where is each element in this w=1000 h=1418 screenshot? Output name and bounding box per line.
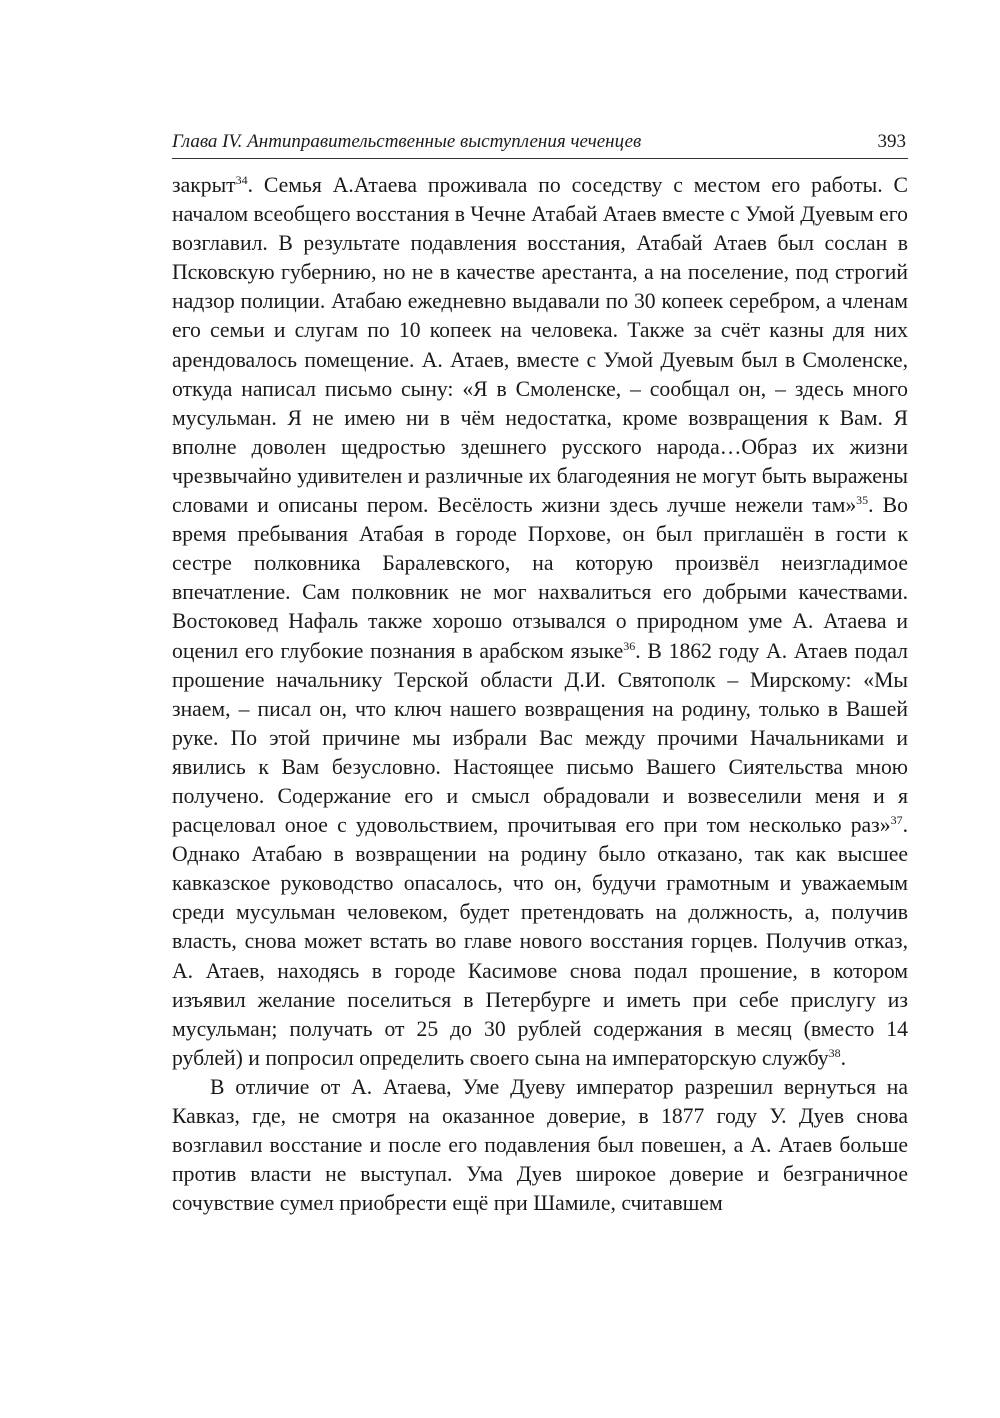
footnote-ref-37: 37	[890, 812, 903, 827]
text-span: закрыт	[172, 173, 236, 197]
text-span: . В 1862 году А. Атаев подал прошение начальнику Терской области Д.И. Святополк – Мирскому: «Мы знаем, – писал он, что ключ нашего возвращения на родину, только в Вашей руке. По этой причине мы избрали Вас между прочими Начальниками и явились к Вам безусловно. Настоящее письмо Вашего Сиятельства мною получено. Содержание его и смысл обрадовали и возвеселили меня и я расцеловал оное с удовольствием, прочитывая его при том несколько раз»	[172, 638, 908, 838]
text-span: .	[840, 1045, 847, 1070]
text-span: В отличие от А. Атаева, Уме Дуеву император разрешил вернуться на Кавказ, где, не смотря на оказанное доверие, в 1877 году У. Дуев снова возглавил восстание и после его подавления был повешен, а А. Атаев больше против власти не выступал. Ума Дуев широкое доверие и безграничное сочувствие сумел приобрести ещё при Шамиле, считавшем	[172, 1074, 908, 1216]
paragraph-2	[172, 1073, 908, 1218]
paragraph-1	[172, 171, 908, 1073]
footnote-ref-38: 38	[828, 1045, 841, 1060]
footnote-ref-36: 36	[623, 638, 636, 653]
text-span: . Во время пребывания Атабая в городе Порхове, он был приглашён в гости к сестре полковника Баралевского, на которую произвёл неизгладимое впечатление. Сам полковник не мог нахвалиться его добрыми качествами. Востоковед Нафаль также хорошо отзывался о природном уме А. Атаева и оценил его глубокие познания в арабском языке	[172, 493, 908, 663]
text-span: . Однако Атабаю в возвращении на родину было отказано, так как высшее кавказское руководство опасалось, что он, будучи грамотным и уважаемым среди мусульман человеком, будет претендовать на должность, а, получив власть, снова может встать во главе нового восстания горцев. Получив отказ, А. Атаев, находясь в городе Касимове снова подал прошение, в котором изъявил желание поселиться в Петербурге и иметь при себе прислугу из мусульман; получать от 25 до 30 рублей содержания в месяц (вместо 14 рублей) и попросил определить своего сына на императорскую службу	[172, 813, 908, 1070]
footnote-ref-35: 35	[856, 492, 869, 507]
running-header	[172, 130, 908, 159]
page-number: 393	[877, 131, 906, 152]
body-text	[172, 171, 908, 1218]
footnote-ref-34: 34	[235, 172, 248, 187]
running-title: Глава IV. Антиправительственные выступления чеченцев	[172, 131, 642, 152]
text-span: . Семья А.Атаева проживала по соседству с местом его работы. С началом всеобщего восстания в Чечне Атабай Атаев вместе с Умой Дуевым его возглавил. В результате подавления восстания, Атабай Атаев был сослан в Псковскую губернию, но не в качестве арестанта, а на поселение, под строгий надзор полиции. Атабаю ежедневно выдавали по 30 копеек серебром, а членам его семьи и слугам по 10 копеек на человека. Также за счёт казны для них арендовалось помещение. А. Атаев, вместе с Умой Дуевым был в Смоленске, откуда написал письмо сыну: «Я в Смоленске, – сообщал он, – здесь много мусульман. Я не имею ни в чём недостатка, кроме возвращения к Вам. Я вполне доволен щедростью здешнего русского народа…Образ их жизни чрезвычайно удивителен и различные их благодеяния не могут быть выражены словами и описаны пером. Весёлость жизни здесь лучше нежели там»	[172, 173, 908, 518]
